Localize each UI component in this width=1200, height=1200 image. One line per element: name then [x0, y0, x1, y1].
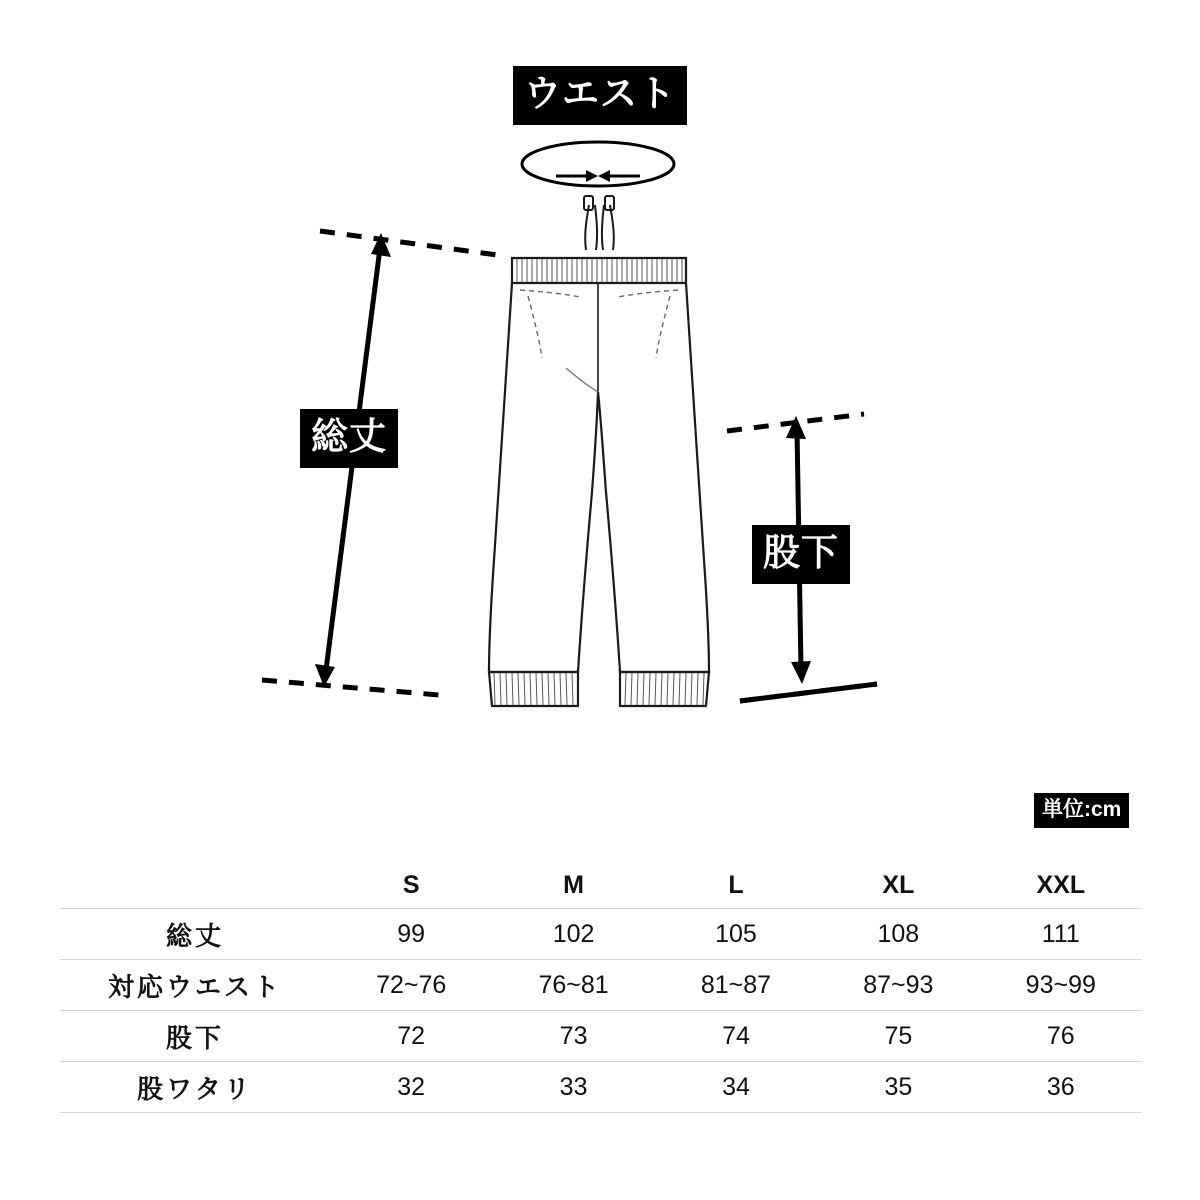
cell-value: 102	[552, 919, 595, 948]
cell-value: 73	[559, 1021, 588, 1050]
cell-value: 32	[397, 1072, 426, 1101]
table-row	[60, 1011, 1142, 1062]
cell-value: 72	[397, 1021, 426, 1050]
table-row	[60, 909, 1142, 960]
cell-value: 36	[1046, 1072, 1075, 1101]
cell-value: 75	[884, 1021, 913, 1050]
column-header-m: M	[492, 862, 654, 909]
sweatpants-illustration	[489, 196, 709, 706]
column-header-l: L	[655, 862, 817, 909]
row-label-inseam: 股下	[165, 1022, 224, 1053]
cell-value: 34	[722, 1072, 750, 1101]
label-waist: ウエスト	[513, 66, 687, 125]
cell-value: 35	[884, 1072, 913, 1101]
cell-value: 74	[722, 1021, 750, 1050]
row-label-waist: 対応ウエスト	[107, 971, 282, 1002]
cell-value: 93~99	[1025, 970, 1096, 999]
cell-value: 81~87	[700, 970, 772, 999]
table-row	[60, 1062, 1142, 1113]
waist-ellipse-arrows	[522, 142, 674, 186]
column-header-xl: XL	[817, 862, 979, 909]
cell-value: 87~93	[863, 970, 934, 999]
table-header-row	[60, 862, 1142, 909]
label-unit: 単位:cm	[1034, 793, 1129, 828]
cell-value: 33	[559, 1072, 588, 1101]
row-label-thigh: 股ワタリ	[137, 1073, 253, 1104]
cell-value: 99	[397, 919, 426, 948]
label-total-length: 総丈	[300, 409, 398, 468]
cell-value: 76~81	[538, 970, 609, 999]
column-header-s: S	[330, 862, 492, 909]
row-label-total-length: 総丈	[165, 920, 224, 951]
table-row	[60, 960, 1142, 1011]
label-inseam: 股下	[752, 525, 850, 584]
cell-value: 105	[715, 919, 757, 948]
column-header-xxl: XXL	[980, 862, 1142, 909]
size-table	[60, 862, 1142, 1113]
cell-value: 72~76	[376, 970, 447, 999]
cell-value: 111	[1041, 919, 1080, 948]
table-corner-cell	[60, 862, 330, 909]
cell-value: 76	[1046, 1021, 1075, 1050]
cell-value: 108	[877, 919, 920, 948]
